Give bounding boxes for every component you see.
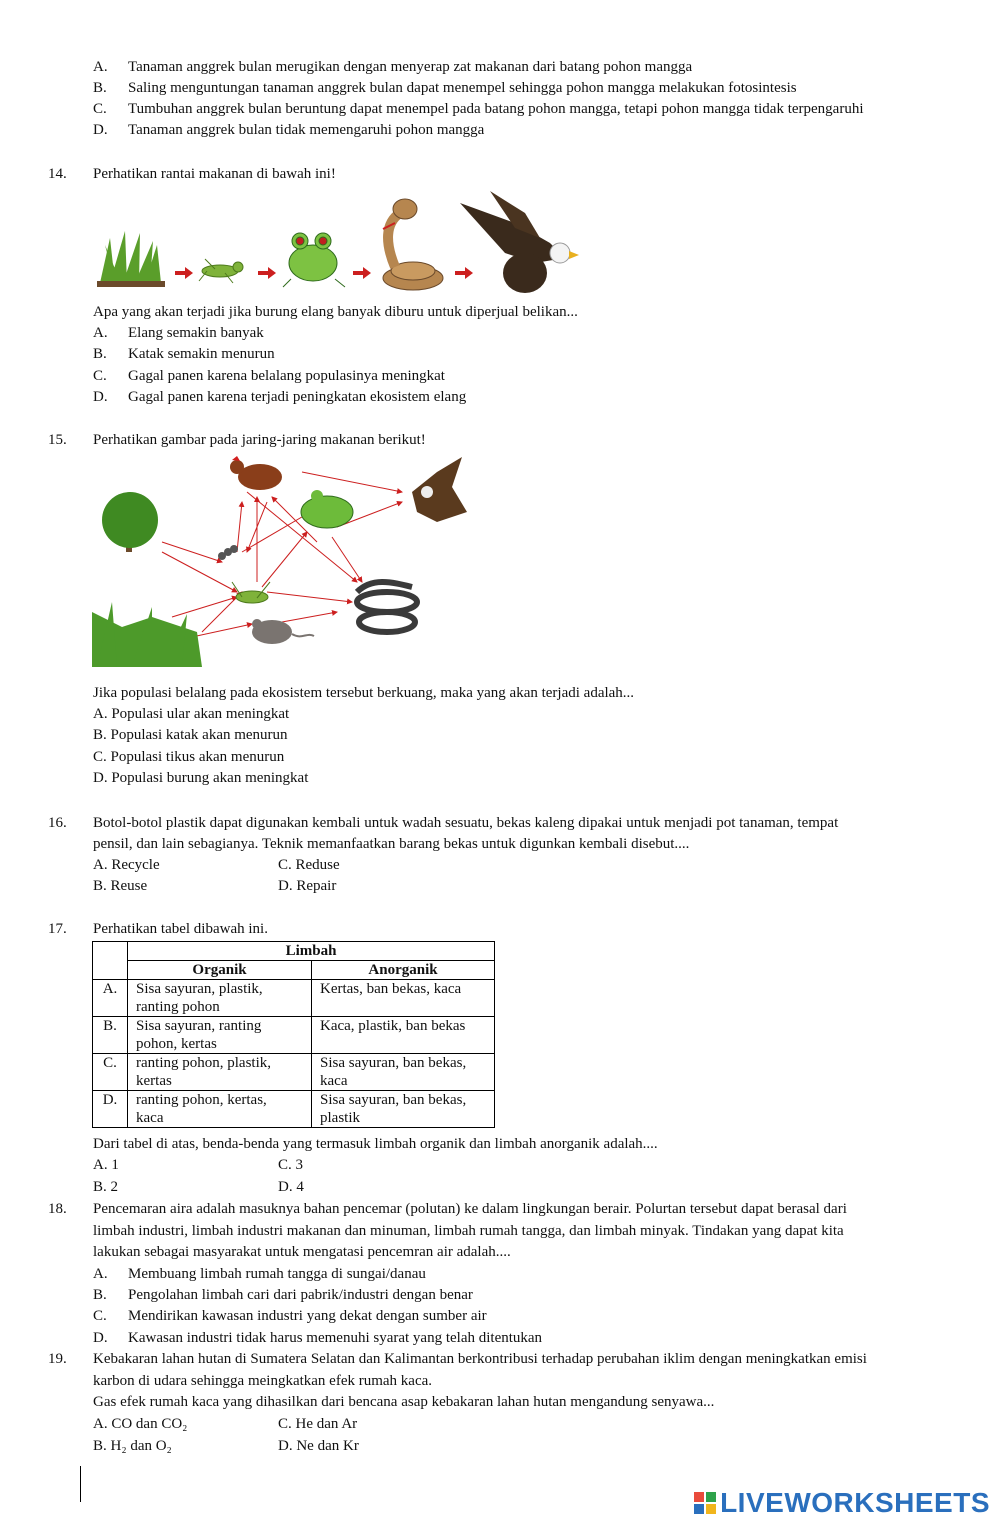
- eagle-icon: [412, 457, 467, 522]
- table-header-limbah: Limbah: [128, 942, 495, 961]
- margin-line: [80, 1466, 81, 1502]
- tree-icon: [102, 492, 158, 552]
- q19-line2: karbon di udara sehingga meingkatkan efek rumah kaca.: [93, 1373, 433, 1389]
- q14-option-d: Gagal panen karena terjadi peningkatan ekosistem elang: [128, 389, 467, 405]
- mouse-icon: [252, 619, 314, 644]
- q16-option-b: B. Reuse: [93, 878, 148, 894]
- table-header-anorganik: Anorganik: [312, 961, 495, 980]
- q19-option-c: C. He dan Ar: [278, 1416, 358, 1432]
- anorganik-cell: [312, 1017, 495, 1054]
- q15-option-a: A. Populasi ular akan meningkat: [93, 706, 290, 722]
- q18-option-c-letter: C.: [93, 1308, 107, 1324]
- q13-option-a: Tanaman anggrek bulan merugikan dengan menyerap zat makanan dari batang pohon mangga: [128, 59, 693, 75]
- anorganik-text: Sisa sayuran, ban bekas,: [320, 1055, 467, 1071]
- organik-cell: [128, 1091, 312, 1128]
- organik-text: kertas: [136, 1073, 172, 1089]
- q14-question: Apa yang akan terjadi jika burung elang banyak diburu untuk diperjual belikan...: [93, 304, 578, 320]
- q19-option-a: A. CO dan CO₂: [93, 1416, 188, 1432]
- table-row: [93, 980, 495, 1017]
- anorganik-text: Kertas, ban bekas, kaca: [320, 981, 462, 997]
- food-chain-image: [95, 183, 585, 301]
- q13-option-b: Saling menguntungan tanaman anggrek bulan dapat menempel sehingga pohon mangga melakukan fotosintesis: [128, 80, 797, 96]
- organik-text: ranting pohon, kertas,: [136, 1092, 267, 1108]
- q14-option-d-letter: D.: [93, 389, 108, 405]
- table-corner: [93, 942, 128, 980]
- liveworksheets-brand: LIVEWORKSHEETS: [720, 1487, 990, 1518]
- grass-icon: [92, 602, 202, 667]
- row-label: C.: [93, 1054, 128, 1091]
- q15-question: Jika populasi belalang pada ekosistem tersebut berkuang, maka yang akan terjadi adalah...: [93, 685, 635, 701]
- q18-line3: lakukan sebagai masyarakat untuk mengatasi pencemran air adalah....: [93, 1244, 511, 1260]
- snake-icon: [357, 582, 417, 632]
- q19-line3: Gas efek rumah kaca yang dihasilkan dari bencana asap kebakaran lahan hutan mengandung senyawa...: [93, 1394, 715, 1410]
- q19-option-b: B. H₂ dan O₂: [93, 1438, 172, 1454]
- q15-prompt: Perhatikan gambar pada jaring-jaring makanan berikut!: [93, 432, 426, 448]
- anorganik-text: kaca: [320, 1073, 348, 1089]
- organik-cell: [128, 1054, 312, 1091]
- q14-option-c-letter: C.: [93, 368, 107, 384]
- q19-line1: Kebakaran lahan hutan di Sumatera Selatan dan Kalimantan berkontribusi terhadap perubahan iklim dengan meningkatkan emisi: [93, 1351, 867, 1367]
- limbah-table: [92, 941, 495, 1128]
- q14-option-c: Gagal panen karena belalang populasinya meningkat: [128, 368, 445, 384]
- q14-option-b-letter: B.: [93, 346, 107, 362]
- q18-option-a-letter: A.: [93, 1266, 108, 1282]
- q14-prompt: Perhatikan rantai makanan di bawah ini!: [93, 166, 336, 182]
- organik-text: Sisa sayuran, ranting: [136, 1018, 262, 1034]
- snake-icon: [383, 199, 443, 290]
- organik-text: Sisa sayuran, plastik,: [136, 981, 263, 997]
- q17-option-a: A. 1: [93, 1157, 119, 1173]
- q16-line2: pensil, dan lain sebagianya. Teknik memanfaatkan barang bekas untuk digunkan kembali disebut....: [93, 836, 690, 852]
- q13-option-c-letter: C.: [93, 101, 107, 117]
- q15-number: 15.: [48, 432, 67, 448]
- q18-line1: Pencemaran aira adalah masuknya bahan pencemar (polutan) ke dalam lingkungan berair. Polurtan tersebut dapat berasal dari: [93, 1201, 847, 1217]
- q16-line1: Botol-botol plastik dapat digunakan kembali untuk wadah sesuatu, bekas kaleng dipakai untuk menjadi pot tanaman, tempat: [93, 815, 839, 831]
- q19-option-d: D. Ne dan Kr: [278, 1438, 359, 1454]
- grass-icon: [97, 231, 165, 287]
- caterpillar-icon: [218, 545, 238, 560]
- eagle-icon: [460, 191, 579, 293]
- q17-option-c: C. 3: [278, 1157, 304, 1173]
- anorganik-text: Kaca, plastik, ban bekas: [320, 1018, 466, 1034]
- table-row: [93, 1017, 495, 1054]
- liveworksheets-logo[interactable]: [694, 1487, 990, 1519]
- frog-icon: [301, 490, 353, 528]
- organik-cell: [128, 1017, 312, 1054]
- q15-option-b: B. Populasi katak akan menurun: [93, 727, 288, 743]
- q13-option-d-letter: D.: [93, 122, 108, 138]
- q17-number: 17.: [48, 921, 67, 937]
- q16-option-c: C. Reduse: [278, 857, 340, 873]
- anorganik-text: plastik: [320, 1110, 360, 1126]
- q16-option-d: D. Repair: [278, 878, 337, 894]
- q13-option-c: Tumbuhan anggrek bulan beruntung dapat menempel pada batang pohon mangga, tetapi pohon mangga tidak terpengaruhi: [128, 101, 864, 117]
- q18-option-b: Pengolahan limbah cari dari pabrik/industri dengan benar: [128, 1287, 473, 1303]
- q18-option-c: Mendirikan kawasan industri yang dekat dengan sumber air: [128, 1308, 487, 1324]
- food-web-image: [92, 452, 472, 667]
- row-label: D.: [93, 1091, 128, 1128]
- q13-option-b-letter: B.: [93, 80, 107, 96]
- q17-option-b: B. 2: [93, 1179, 119, 1195]
- q18-number: 18.: [48, 1201, 67, 1217]
- q14-option-a-letter: A.: [93, 325, 108, 341]
- anorganik-cell: [312, 980, 495, 1017]
- organik-text: pohon, kertas: [136, 1036, 217, 1052]
- organik-text: kaca: [136, 1110, 164, 1126]
- q17-option-d: D. 4: [278, 1179, 304, 1195]
- q18-option-d: Kawasan industri tidak harus memenuhi syarat yang telah ditentukan: [128, 1330, 543, 1346]
- q13-option-d: Tanaman anggrek bulan tidak memengaruhi pohon mangga: [128, 122, 485, 138]
- liveworksheets-logo-icon: [694, 1492, 716, 1514]
- q18-option-d-letter: D.: [93, 1330, 108, 1346]
- chicken-icon: [230, 456, 282, 490]
- anorganik-cell: [312, 1091, 495, 1128]
- q18-option-a: Membuang limbah rumah tangga di sungai/danau: [128, 1266, 426, 1282]
- organik-text: ranting pohon: [136, 999, 220, 1015]
- grasshopper-icon: [199, 259, 243, 283]
- q16-number: 16.: [48, 815, 67, 831]
- q13-option-a-letter: A.: [93, 59, 108, 75]
- q19-number: 19.: [48, 1351, 67, 1367]
- organik-cell: [128, 980, 312, 1017]
- q18-line2: limbah industri, limbah industri makanan dan minuman, limbah rumah tangga, dan limbah minyak. Tindakan yang dapat kita: [93, 1223, 844, 1239]
- anorganik-cell: [312, 1054, 495, 1091]
- table-header-organik: Organik: [128, 961, 312, 980]
- q15-option-d: D. Populasi burung akan meningkat: [93, 770, 309, 786]
- q15-option-c: C. Populasi tikus akan menurun: [93, 749, 285, 765]
- q17-prompt: Perhatikan tabel dibawah ini.: [93, 921, 268, 937]
- frog-icon: [283, 233, 345, 287]
- q16-option-a: A. Recycle: [93, 857, 160, 873]
- organik-text: ranting pohon, plastik,: [136, 1055, 271, 1071]
- anorganik-text: Sisa sayuran, ban bekas,: [320, 1092, 467, 1108]
- q17-question: Dari tabel di atas, benda-benda yang termasuk limbah organik dan limbah anorganik adalah....: [93, 1136, 658, 1152]
- row-label: B.: [93, 1017, 128, 1054]
- q14-option-b: Katak semakin menurun: [128, 346, 275, 362]
- row-label: A.: [93, 980, 128, 1017]
- q14-option-a: Elang semakin banyak: [128, 325, 264, 341]
- table-row: [93, 1091, 495, 1128]
- q14-number: 14.: [48, 166, 67, 182]
- grasshopper-icon: [232, 582, 270, 603]
- table-row: [93, 1054, 495, 1091]
- q18-option-b-letter: B.: [93, 1287, 107, 1303]
